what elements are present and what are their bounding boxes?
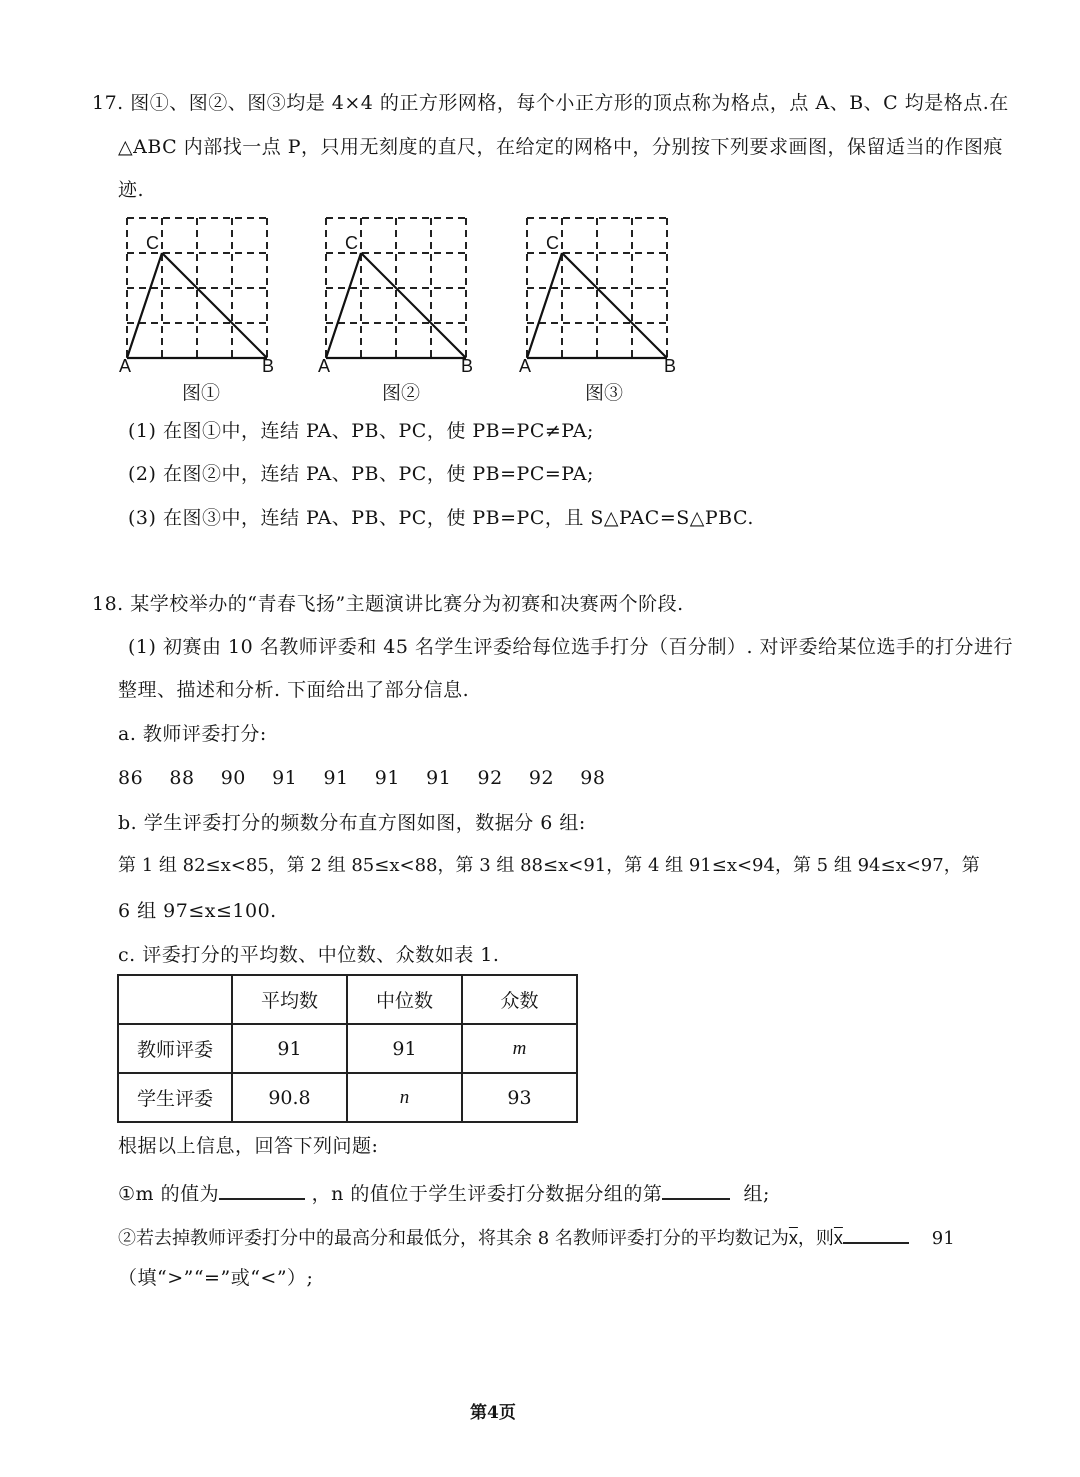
q17-sub-2: (2) 在图②中，连结 PA、PB、PC，使 PB=PC=PA; — [128, 463, 594, 485]
x-bar-symbol: $\overline{x}$ — [788, 1228, 798, 1248]
item-1-text-a: ①m 的值为 — [118, 1183, 220, 1205]
q18-groups-line-1: 第 1 组 82≤x<85，第 2 组 85≤x<88，第 3 组 88≤x<91，第 4 组 91≤x<94，第 5 组 94≤x<97，第 — [118, 855, 980, 876]
teacher-score: 90 — [220, 767, 246, 789]
figure-1-label-c: C — [146, 233, 159, 253]
table-cell: 学生评委 — [118, 1073, 232, 1122]
teacher-score: 91 — [426, 767, 452, 789]
q17-line-1: 17. 图①、图②、图③均是 4×4 的正方形网格，每个小正方形的顶点称为格点，点 A、B、C 均是格点.在 — [92, 92, 1009, 114]
table-cell: 91 — [232, 1024, 347, 1073]
figure-2-label-c: C — [345, 233, 358, 253]
table-row — [118, 1024, 577, 1073]
item-2-text-c: 91 — [931, 1228, 955, 1249]
table-row — [118, 1073, 577, 1122]
teacher-score: 86 — [118, 767, 144, 789]
figure-3-caption: 图③ — [585, 382, 624, 404]
table-cell: 90.8 — [232, 1073, 347, 1122]
q18-part1-line-1: (1) 初赛由 10 名教师评委和 45 名学生评委给每位选手打分（百分制）. 对评委给某位选手的打分进行 — [128, 636, 1014, 658]
q18-b-label: b. 学生评委打分的频数分布直方图如图，数据分 6 组: — [118, 812, 586, 834]
table-header-cell: 中位数 — [347, 975, 462, 1024]
table-header-cell: 众数 — [462, 975, 577, 1024]
table-cell: 91 — [347, 1024, 462, 1073]
table-header-cell — [118, 975, 232, 1024]
figure-3-label-b: B — [664, 356, 677, 376]
q18-a-label: a. 教师评委打分: — [118, 723, 267, 745]
teacher-score: 92 — [528, 767, 555, 789]
figure-3-label-a: A — [519, 356, 532, 376]
teacher-score: 92 — [477, 767, 503, 789]
q17-line-3: 迹. — [118, 179, 145, 201]
table-cell: n — [347, 1073, 462, 1122]
table-header-row — [118, 975, 577, 1024]
teacher-score: 98 — [580, 767, 606, 789]
figure-1-label-a: A — [119, 356, 132, 376]
item-2-text-b: ，则 — [797, 1228, 834, 1249]
teacher-score: 91 — [374, 767, 400, 789]
q18-item-1 — [118, 1178, 770, 1206]
table-cell: 93 — [462, 1073, 577, 1122]
table-cell: m — [462, 1024, 577, 1073]
stats-table — [117, 974, 578, 1123]
q17-sub-3: (3) 在图③中，连结 PA、PB、PC，使 PB=PC，且 S△PAC=S△PBC. — [128, 507, 754, 529]
item-1-text-b: ，n 的值位于学生评委打分数据分组的第 — [311, 1183, 663, 1205]
table-header-cell: 平均数 — [232, 975, 347, 1024]
figure-2-caption: 图② — [382, 382, 421, 404]
figure-2-label-b: B — [461, 356, 474, 376]
teacher-score: 88 — [169, 767, 195, 789]
x-bar-symbol: $\overline{x}$ — [833, 1228, 843, 1248]
answer-blank-compare[interactable] — [843, 1222, 909, 1244]
item-2-text-a: ②若去掉教师评委打分中的最高分和最低分，将其余 8 名教师评委打分的平均数记为 — [118, 1228, 789, 1249]
table-cell: 教师评委 — [118, 1024, 232, 1073]
q18-answer-prompt: 根据以上信息，回答下列问题: — [118, 1135, 379, 1157]
q18-intro: 18. 某学校举办的“青春飞扬”主题演讲比赛分为初赛和决赛两个阶段. — [92, 593, 684, 615]
q18-c-label: c. 评委打分的平均数、中位数、众数如表 1. — [118, 944, 500, 966]
page-number: 第4页 — [470, 1403, 516, 1423]
figure-1-caption: 图① — [182, 382, 221, 404]
teacher-score: 91 — [323, 767, 349, 789]
teacher-score: 91 — [272, 767, 298, 789]
item-1-text-c: 组; — [743, 1183, 770, 1205]
figure-1-label-b: B — [262, 356, 275, 376]
answer-blank-m[interactable] — [219, 1178, 305, 1200]
q18-part1-line-2: 整理、描述和分析. 下面给出了部分信息. — [118, 679, 470, 701]
teacher-scores — [118, 766, 605, 790]
figure-2-label-a: A — [318, 356, 331, 376]
q17-sub-1: (1) 在图①中，连结 PA、PB、PC，使 PB=PC≠PA; — [128, 420, 594, 442]
q18-groups-line-2: 6 组 97≤x≤100. — [118, 900, 277, 922]
q17-line-2: △ABC 内部找一点 P，只用无刻度的直尺，在给定的网格中，分别按下列要求画图，保留适当的作图痕 — [118, 136, 1004, 158]
q18-item-2-line-2: （填“>”“=”或“<”）; — [118, 1267, 314, 1289]
q18-item-2 — [118, 1222, 955, 1251]
figure-3-label-c: C — [546, 233, 559, 253]
answer-blank-group[interactable] — [662, 1178, 730, 1200]
